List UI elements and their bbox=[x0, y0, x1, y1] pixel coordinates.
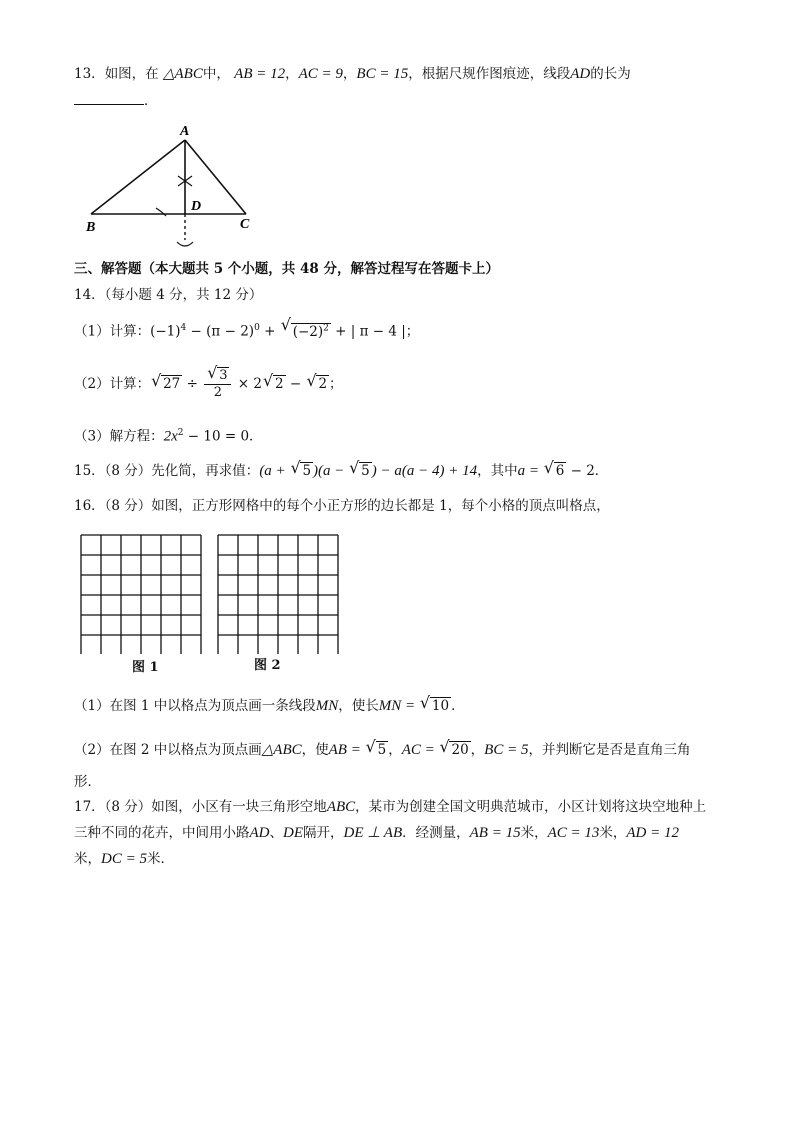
radical bbox=[291, 461, 313, 481]
q13-number: 13． bbox=[74, 66, 105, 82]
q13-text: 的长为 bbox=[590, 66, 631, 82]
q17-text: 米， bbox=[599, 825, 627, 841]
q17-text: ，某市为创建全国文明典范城市，小区计划将这块空地种上 bbox=[355, 799, 707, 815]
part-label: （2）计算： bbox=[74, 376, 151, 392]
expr: MN bbox=[315, 698, 339, 714]
expr: − 2． bbox=[566, 463, 609, 479]
q14-header: 14．（每小题 4 分，共 12 分） bbox=[74, 287, 263, 303]
q16-text: ，使长 bbox=[338, 698, 379, 714]
q13-text: 如图，在 bbox=[104, 66, 159, 82]
q16-text: ， bbox=[470, 742, 485, 758]
exponent: 2 bbox=[177, 428, 184, 438]
expr: DE ⊥ AB bbox=[343, 825, 403, 841]
q14-part1 bbox=[74, 318, 419, 342]
expr: 2x bbox=[163, 428, 178, 445]
radical bbox=[282, 318, 331, 342]
q17-text: 米， bbox=[520, 825, 548, 841]
q13-period: ． bbox=[144, 93, 158, 109]
q14-part3 bbox=[74, 423, 263, 447]
answer-blank[interactable] bbox=[74, 90, 144, 105]
q13-bc: BC = 15 bbox=[356, 66, 409, 82]
radicand: 3 bbox=[219, 368, 228, 383]
expr: BC = 5 bbox=[484, 742, 529, 758]
exponent: 2 bbox=[323, 323, 329, 333]
label-d: D bbox=[191, 199, 202, 214]
expr: DE bbox=[283, 825, 303, 841]
q13-ab: AB = 12 bbox=[234, 66, 286, 82]
q17-text: 三种不同的花卉，中间用小路 bbox=[74, 825, 250, 841]
q13-ad: AD bbox=[570, 66, 591, 82]
radicand: 5 bbox=[302, 463, 312, 479]
q16-text: ，使 bbox=[301, 742, 329, 758]
expr: × 2 bbox=[233, 376, 262, 392]
radical bbox=[350, 461, 372, 481]
label-c: C bbox=[240, 217, 250, 232]
expr: AC = bbox=[401, 742, 439, 758]
radicand: 6 bbox=[555, 463, 565, 479]
expr: a = bbox=[517, 463, 543, 479]
label-b: B bbox=[86, 220, 96, 235]
arc-mark-bottom bbox=[177, 242, 193, 246]
section-3-title: 三、解答题（本大题共 5 个小题，共 48 分，解答过程写在答题卡上） bbox=[74, 261, 499, 277]
expr: AB = bbox=[328, 742, 365, 758]
fraction bbox=[204, 368, 231, 401]
radical bbox=[264, 374, 286, 394]
figure-2-caption: 图 2 bbox=[254, 658, 281, 673]
expr: )(a − bbox=[313, 463, 349, 479]
expr: AD bbox=[249, 825, 270, 841]
q16-text: （1）在图 1 中以格点为顶点画一条线段 bbox=[74, 698, 316, 714]
expr: (a + bbox=[259, 463, 290, 479]
q15-text: ，其中 bbox=[477, 463, 518, 479]
denominator: 2 bbox=[213, 385, 222, 400]
expr: DC = 5 bbox=[101, 851, 147, 867]
radicand: (−2) bbox=[292, 323, 324, 340]
q15-line bbox=[74, 461, 608, 481]
grid-figure-2 bbox=[217, 534, 339, 654]
q16-part1 bbox=[74, 696, 465, 716]
q17-text: 隔开， bbox=[303, 825, 344, 841]
q17-text: 米， bbox=[74, 851, 101, 867]
radicand: 2 bbox=[274, 376, 284, 392]
q16-text: ． bbox=[451, 698, 465, 714]
q16-text: （2）在图 2 中以格点为顶点画 bbox=[74, 742, 262, 758]
expr: + | π − 4 |； bbox=[330, 323, 420, 340]
q17-text: 17．（8 分）如图，小区有一块三角形空地 bbox=[74, 799, 327, 815]
exponent: 0 bbox=[254, 323, 260, 333]
expr: AD = 12 bbox=[626, 825, 679, 841]
expr: + bbox=[259, 323, 280, 340]
radicand: 20 bbox=[451, 742, 469, 758]
radicand: 27 bbox=[163, 376, 181, 392]
expr: (−1) bbox=[150, 323, 181, 340]
q17-line1 bbox=[74, 797, 706, 817]
q13-line2 bbox=[74, 90, 158, 111]
radicand: 5 bbox=[377, 742, 387, 758]
q14-part2 bbox=[74, 368, 343, 401]
arc-mark-bc bbox=[156, 208, 166, 216]
expr: AB = 15 bbox=[469, 825, 521, 841]
q13-triangle-figure bbox=[80, 120, 260, 250]
radicand: 5 bbox=[361, 463, 370, 479]
q17-text: 、 bbox=[269, 825, 283, 841]
q16-text: ，并判断它是否是直角三角 bbox=[528, 742, 691, 758]
radicand: 2 bbox=[318, 376, 328, 392]
radical bbox=[208, 368, 229, 384]
expr: ； bbox=[329, 376, 343, 392]
q16-text: ， bbox=[388, 742, 402, 758]
q16-part2-cont: 形． bbox=[74, 774, 101, 790]
expr: − bbox=[285, 376, 306, 392]
figure-1-caption: 图 1 bbox=[132, 660, 159, 675]
q13-line1: 13．如图，在 △ABC中， AB = 12，AC = 9，BC = 15，根据尺规作图痕迹，线段AD的长为 bbox=[74, 66, 631, 82]
label-a: A bbox=[180, 124, 190, 139]
expr: ) − a(a − 4) + 14 bbox=[371, 463, 478, 479]
expr: AC = 13 bbox=[547, 825, 600, 841]
part-label: （3）解方程： bbox=[74, 428, 164, 445]
radical bbox=[152, 374, 182, 394]
part-label: （1）计算： bbox=[74, 323, 151, 340]
radical bbox=[307, 374, 329, 394]
expr: − 10 = 0． bbox=[183, 428, 263, 445]
q17-text: 米． bbox=[146, 851, 174, 867]
radical bbox=[545, 461, 567, 481]
expr: − (π − 2) bbox=[186, 323, 255, 340]
q15-text: 15．（8 分）先化简，再求值： bbox=[74, 463, 260, 479]
q16-part2 bbox=[74, 740, 690, 760]
radical bbox=[421, 696, 451, 716]
radicand: 10 bbox=[431, 698, 450, 714]
expr: △ABC bbox=[261, 742, 302, 758]
q17-line3 bbox=[74, 849, 174, 869]
q16-text: 16．（8 分）如图，正方形网格中的每个小正方形的边长都是 1，每个小格的顶点叫格点， bbox=[74, 498, 610, 514]
q13-text: 中， bbox=[202, 66, 230, 82]
radical bbox=[440, 740, 470, 760]
q17-line2 bbox=[74, 823, 679, 843]
grid-figure-1 bbox=[80, 534, 202, 654]
exponent: 4 bbox=[180, 323, 187, 333]
expr: MN = bbox=[378, 698, 419, 714]
side-ab bbox=[91, 140, 185, 214]
expr: ÷ bbox=[182, 376, 203, 392]
q13-triangle: △ABC bbox=[162, 66, 203, 82]
q17-text: ．经测量， bbox=[402, 825, 470, 841]
expr: ABC bbox=[326, 799, 356, 815]
q13-ac: AC = 9 bbox=[298, 66, 343, 82]
radical bbox=[367, 740, 389, 760]
q13-text: ，根据尺规作图痕迹，线段 bbox=[408, 66, 571, 82]
